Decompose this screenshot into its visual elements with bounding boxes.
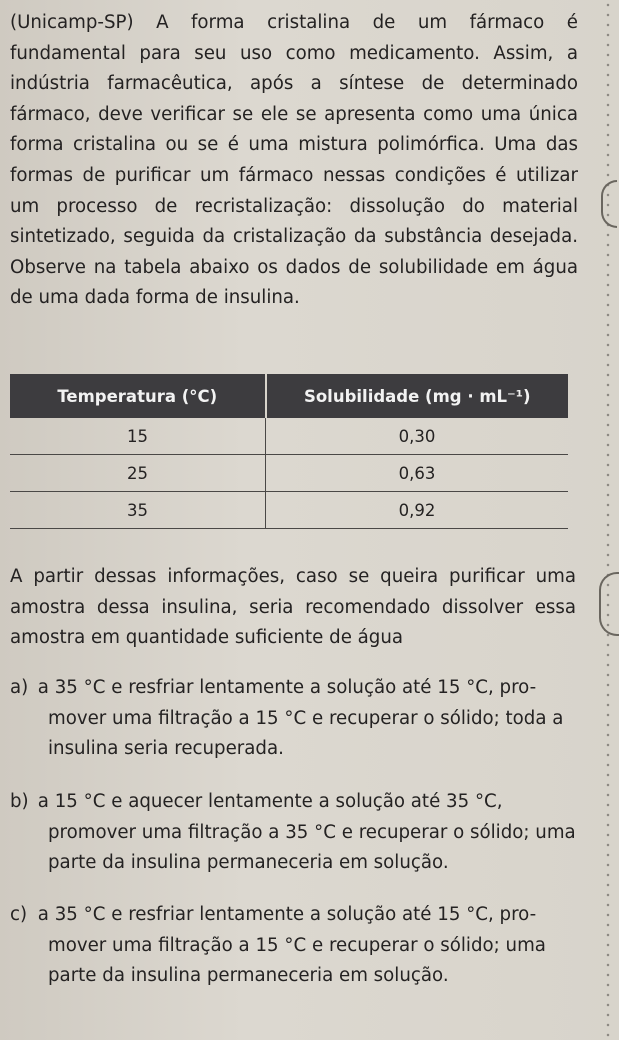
option-c[interactable] <box>10 900 576 992</box>
option-text-first-line: a 35 °C e resfriar lentamente a solução até 15 °C, pro- <box>37 904 537 925</box>
option-text-first-line: a 35 °C e resfriar lentamente a solução até 15 °C, pro- <box>37 677 537 698</box>
cell-temperature: 15 <box>10 418 266 455</box>
table-row <box>10 418 568 455</box>
cell-temperature: 25 <box>10 455 266 492</box>
question-stem: A partir dessas informações, caso se queira purificar uma amostra dessa insulina, seria recomendado dissolver essa amostra em quantidade suficiente de água <box>10 566 576 648</box>
header-temperature: Temperatura (°C) <box>10 374 266 418</box>
solubility-table <box>10 374 568 529</box>
option-a[interactable] <box>10 673 576 765</box>
option-letter: b) <box>10 791 29 812</box>
intro-paragraph: (Unicamp-SP) A forma cristalina de um fármaco é fundamental para seu uso como medicamento. Assim, a indústria farmacêutica, após a síntese de determinado fármaco, deve verificar se ele se apresenta como uma única forma cristalina ou se é uma mistura polimórfica. Uma das formas de purificar um fármaco nessas condições é utilizar um processo de recristalização: dissolução do material sintetizado, seguida da cristalização da substância desejada. Observe na tabela abaixo os dados de solubilidade em água de uma dada forma de insulina. <box>10 12 578 309</box>
option-text-continuation: promover uma filtração a 35 °C e recuperar o sólido; uma parte da insulina permaneceria em solução. <box>48 821 576 873</box>
cell-solubility: 0,63 <box>266 455 569 492</box>
page-curl-mark <box>599 572 619 636</box>
table-row <box>10 455 568 492</box>
page-curl-mark <box>601 180 617 228</box>
cell-solubility: 0,30 <box>266 418 569 455</box>
option-text-continuation: mover uma filtração a 15 °C e recuperar o sólido; uma parte da insulina permaneceria em solução. <box>48 934 546 986</box>
option-b[interactable] <box>10 787 576 879</box>
header-solubility: Solubilidade (mg · mL⁻¹) <box>266 374 569 418</box>
page-edge-binding-dots <box>605 0 611 1040</box>
option-letter: a) <box>10 677 29 698</box>
table-header-row <box>10 374 568 418</box>
cell-solubility: 0,92 <box>266 492 569 529</box>
option-text-continuation: mover uma filtração a 15 °C e recuperar o sólido; toda a insulina seria recuperada. <box>48 707 564 759</box>
table-row <box>10 492 568 529</box>
option-letter: c) <box>10 904 28 925</box>
cell-temperature: 35 <box>10 492 266 529</box>
option-text-first-line: a 15 °C e aquecer lentamente a solução até 35 °C, <box>37 791 503 812</box>
